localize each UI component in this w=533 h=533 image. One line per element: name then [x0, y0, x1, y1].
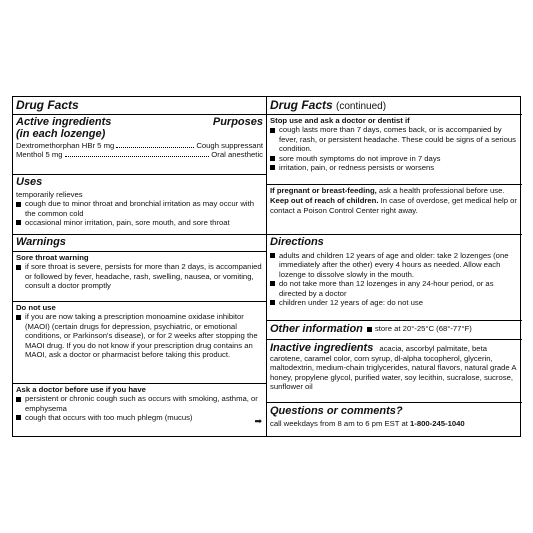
drug-facts-continued-title-section — [270, 99, 519, 113]
drug-facts-title: Drug Facts — [16, 98, 79, 112]
sore-throat-warning — [16, 253, 263, 291]
ingredient-purpose: Oral anesthetic — [211, 150, 263, 160]
stop-use-section — [270, 116, 519, 172]
divider — [13, 301, 266, 302]
list-item: if you are now taking a prescription monoamine oxidase inhibitor (MAOI) (certain drugs for depression, psychiatric, or emotional conditions, or Parkinson's disease), or for 2 weeks after stopping the MAOI drug. If you do not know if your prescription drug contains an MAOI, ask a doctor or pharmacist before taking this product. — [16, 312, 263, 359]
ask-doctor-warning — [16, 385, 263, 423]
continue-arrow-icon: ➡ — [254, 416, 262, 426]
bullet-icon — [270, 165, 275, 170]
storage-info: store at 20°-25°C (68°-77°F) — [374, 324, 472, 334]
other-information-section — [270, 323, 519, 335]
left-column — [13, 97, 267, 436]
list-item: irritation, pain, or redness persists or worsens — [270, 163, 519, 172]
bullet-icon — [270, 300, 275, 305]
title-suffix: (continued) — [336, 101, 387, 112]
pregnant-section — [270, 186, 519, 215]
stop-use-heading: Stop use and ask a doctor or dentist if — [270, 116, 410, 125]
inactive-ingredients-section — [270, 342, 519, 392]
bullet-icon — [270, 281, 275, 286]
warnings-heading: Warnings — [16, 236, 66, 248]
pregnant-bold: If pregnant or breast-feeding, — [270, 186, 377, 195]
questions-contact — [270, 419, 519, 428]
bullet-icon — [16, 315, 21, 320]
phone-number: 1-800-245-1040 — [410, 419, 465, 428]
divider — [13, 251, 266, 252]
uses-heading: Uses — [16, 176, 43, 188]
pregnant-text: ask a health professional before use. — [376, 186, 505, 195]
bullet-icon — [16, 220, 21, 225]
warnings-section — [16, 236, 263, 248]
divider — [267, 114, 522, 115]
bullet-icon — [270, 253, 275, 258]
inactive-ingredients-heading: Inactive ingredients — [270, 342, 374, 354]
bullet-icon — [270, 128, 275, 133]
do-not-use-warning — [16, 303, 263, 359]
bullet-icon — [16, 202, 21, 207]
ingredient-row — [16, 150, 263, 159]
drug-facts-panel — [12, 96, 521, 437]
drug-facts-title-section — [16, 99, 263, 112]
drug-facts-continued-title — [270, 99, 519, 113]
leader-dots — [65, 150, 210, 157]
questions-heading: Questions or comments? — [270, 405, 403, 417]
list-item: if sore throat is severe, persists for more than 2 days, is accompanied or followed by fever, headache, rash, swelling, nausea, or vomiting, consult a doctor promptly — [16, 262, 263, 290]
uses-section — [16, 176, 263, 228]
do-not-use-heading: Do not use — [16, 303, 56, 312]
directions-heading: Directions — [270, 236, 324, 248]
list-item: do not take more than 12 lozenges in any 24-hour period, or as directed by a doctor — [270, 279, 519, 298]
keep-out-bold: Keep out of reach of children. — [270, 196, 379, 206]
list-item: children under 12 years of age: do not use — [270, 298, 519, 307]
divider — [13, 174, 266, 175]
other-information-heading: Other information — [270, 323, 363, 335]
keep-out-warning — [270, 196, 519, 215]
ingredient-name: Dextromethorphan HBr 5 mg — [16, 141, 115, 150]
bullet-icon — [270, 156, 275, 161]
uses-intro: temporarily relieves — [16, 190, 83, 199]
ingredient-name: Menthol 5 mg — [16, 150, 63, 160]
bullet-icon — [16, 415, 21, 420]
title-text: Drug Facts — [270, 98, 333, 112]
leader-dots — [116, 141, 194, 148]
bullet-icon — [367, 327, 372, 332]
right-column — [267, 97, 522, 436]
list-item: cough lasts more than 7 days, comes back, or is accompanied by fever, rash, or persistent headache. These could be signs of a serious condition. — [270, 125, 519, 153]
divider — [267, 339, 522, 340]
divider — [13, 383, 266, 384]
divider — [267, 184, 522, 185]
inactive-ingredients-first-line: acacia, ascorbyl palmitate, beta — [379, 344, 487, 353]
purposes-heading: Purposes — [212, 116, 263, 128]
bullet-icon — [16, 397, 21, 402]
list-item: persistent or chronic cough such as occurs with smoking, asthma, or emphysema — [16, 394, 263, 413]
divider — [13, 234, 266, 235]
bullet-icon — [16, 265, 21, 270]
questions-text: call weekdays from 8 am to 6 pm EST at — [270, 419, 410, 428]
active-ingredients-subheading: (in each lozenge) — [16, 128, 106, 140]
ask-doctor-heading: Ask a doctor before use if you have — [16, 385, 146, 394]
ingredient-row — [16, 141, 263, 150]
list-item: cough that occurs with too much phlegm (mucus) — [16, 413, 263, 422]
divider — [267, 402, 522, 403]
pregnant-warning — [270, 186, 519, 195]
inactive-ingredients-text: carotene, caramel color, corn syrup, dl-alpha tocopherol, glycerin, maltodextrin, medium-chain triglycerides, natural flavors, natural grade A honey, propylene glycol, purified water, soy lecithin, sucralose, sucrose, sunflower oil — [270, 354, 517, 392]
ingredient-purpose: Cough suppressant — [196, 141, 263, 150]
list-item: occasional minor irritation, pain, sore mouth, and sore throat — [16, 218, 263, 227]
sore-throat-heading: Sore throat warning — [16, 253, 89, 262]
divider — [13, 114, 266, 115]
list-item: adults and children 12 years of age and older: take 2 lozenges (one immediately after the other) every 4 hours as needed. Allow each lozenge to dissolve slowly in the mouth. — [270, 251, 519, 279]
active-ingredients-heading: Active ingredients — [16, 116, 112, 128]
list-item: sore mouth symptoms do not improve in 7 days — [270, 154, 519, 163]
active-ingredients-section — [16, 116, 263, 160]
questions-section — [270, 405, 519, 428]
keep-out-text: In case of overdose, get medical help or contact a Poison Control Center right away. — [270, 196, 517, 215]
divider — [267, 320, 522, 321]
divider — [267, 234, 522, 235]
list-item: cough due to minor throat and bronchial irritation as may occur with the common cold — [16, 199, 263, 218]
directions-section — [270, 236, 519, 307]
